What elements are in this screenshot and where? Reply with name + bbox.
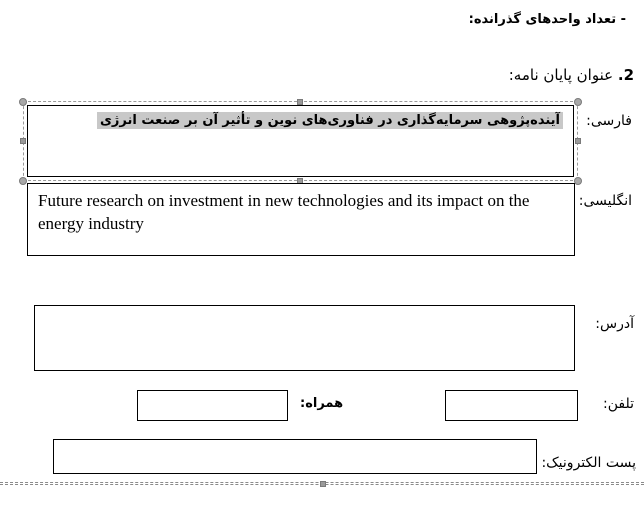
resize-handle[interactable] [574, 98, 582, 106]
resize-handle[interactable] [20, 138, 26, 144]
english-label: انگلیسی: [578, 193, 632, 209]
section-heading [509, 66, 634, 84]
section-number: 2. [617, 66, 634, 84]
mobile-field[interactable] [137, 390, 288, 421]
divider-handle[interactable] [320, 481, 326, 487]
email-label: پست الکترونیک: [541, 455, 636, 471]
mobile-label: همراه: [300, 396, 344, 411]
farsi-title-text: آینده‌پژوهی سرمایه‌گذاری در فناوری‌های نوین و تأثیر آن بر صنعت انرژی [97, 112, 563, 129]
resize-handle[interactable] [19, 98, 27, 106]
english-title-field[interactable] [27, 183, 575, 256]
english-title-text: Future research on investment in new technologies and its impact on the energy industry [38, 191, 530, 233]
units-passed-label: - تعداد واحدهای گذرانده: [468, 12, 626, 27]
address-label: آدرس: [595, 316, 634, 332]
email-field[interactable] [53, 439, 537, 474]
resize-handle[interactable] [575, 138, 581, 144]
address-field[interactable] [34, 305, 575, 371]
phone-field[interactable] [445, 390, 578, 421]
resize-handle[interactable] [19, 177, 27, 185]
section-title: عنوان پایان نامه: [508, 66, 614, 84]
phone-label: تلفن: [603, 396, 634, 412]
resize-handle[interactable] [574, 177, 582, 185]
farsi-title-field[interactable] [27, 105, 574, 177]
farsi-label: فارسی: [586, 113, 632, 129]
